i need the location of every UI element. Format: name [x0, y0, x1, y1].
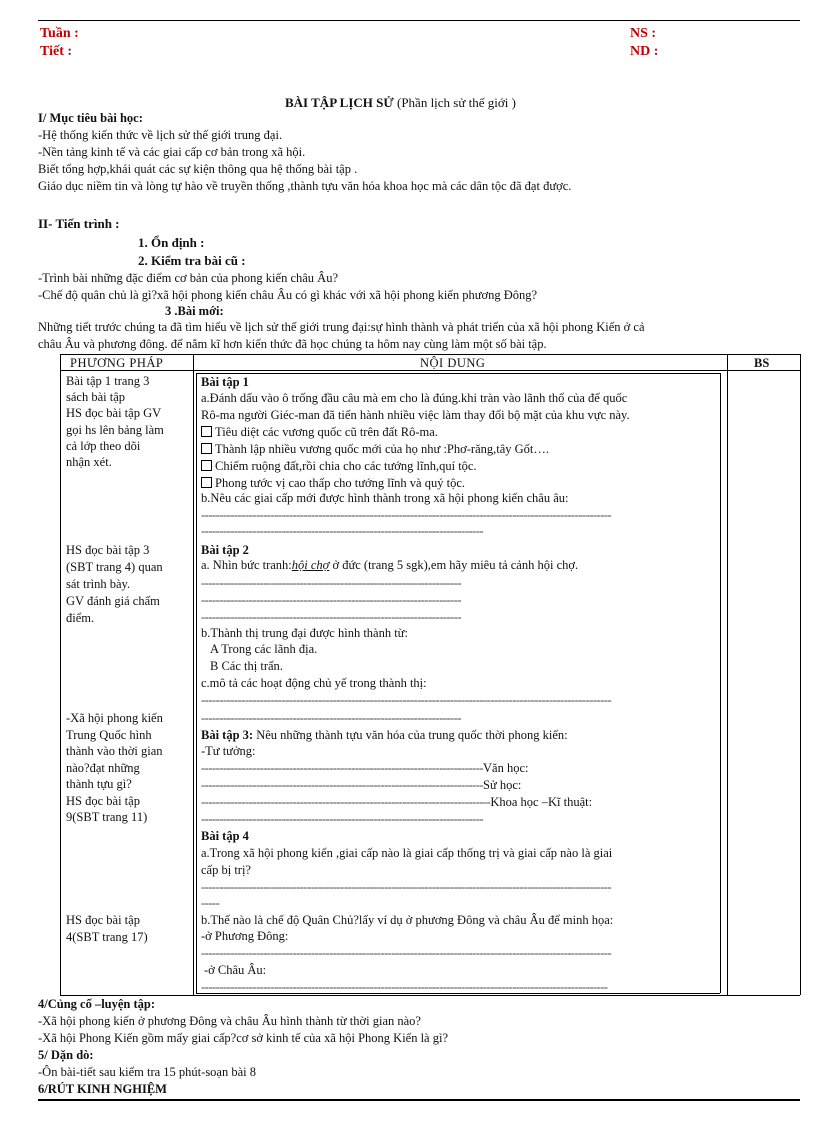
ex1-question-b: b.Nêu các giai cấp mới được hình thành trong xã hội phong kiến châu âu:	[201, 491, 569, 505]
section1-line: -Nền tảng kinh tế và các giai cấp cơ bản trong xã hội.	[38, 145, 306, 159]
table-col-divider	[727, 354, 728, 995]
ex3-tutuong: -Tư tưởng:	[201, 744, 256, 758]
bottom-rule	[38, 1099, 800, 1101]
intro-line-2: châu Âu và phương đông. để nắm kĩ hơn kiến thức đã học chúng ta hôm nay cùng làm một số bài tập.	[38, 337, 547, 351]
answer-line: ----------------------------------------------------------------------------------------------------------------	[201, 880, 612, 894]
section4-heading: 4/Củng cố –luyện tập:	[38, 997, 156, 1011]
answer-line: ----------------------------------------------------------------------------------------------------------------	[201, 946, 612, 960]
header-method: PHƯƠNG PHÁP	[70, 356, 164, 370]
section5-line: -Ôn bài-tiết sau kiểm tra 15 phút-soạn bài 8	[38, 1065, 256, 1079]
ex4-west: -ở Châu Âu:	[204, 963, 267, 977]
answer-line: ---------------------------------------------------------------------------------------------------------------	[201, 980, 608, 994]
method-block: HS đọc bài tập 3 (SBT trang 4) quan sát trình bày. GV đánh giá chấm điểm.	[66, 543, 163, 625]
answer-line: ----------------------------------------------------------------------------------------------------------------	[201, 508, 612, 522]
ex4-question-a-cont: cấp bị trị?	[201, 863, 251, 877]
step3: 3 .Bài mới:	[165, 304, 224, 318]
tuan-label: Tuần :	[40, 26, 79, 41]
ex2-option-a: A Trong các lãnh địa.	[210, 642, 318, 656]
section5-heading: 5/ Dặn dò:	[38, 1048, 94, 1062]
method-block: HS đọc bài tập 4(SBT trang 17)	[66, 913, 148, 944]
ex4-question-a: a.Trong xã hội phong kiến ,giai cấp nào là giai cấp thống trị và giai cấp nào là giai	[201, 846, 613, 860]
ex1-option: Phong tước vị cao thấp cho tướng lĩnh và quý tộc.	[201, 475, 465, 491]
answer-line: -----------------------------------------------------------------------------	[201, 524, 484, 538]
ex2-title: Bài tập 2	[201, 543, 249, 557]
ex4-east: -ở Phương Đông:	[201, 929, 289, 943]
section1-heading: I/ Mục tiêu bài học:	[38, 111, 143, 125]
ex3-vanhoc: -----------------------------------------------------------------------------Văn học:	[201, 761, 529, 775]
answer-line: -----------------------------------------------------------------------	[201, 593, 462, 607]
ex1-option: Thành lập nhiều vương quốc mới của họ như :Phơ-răng,tây Gốt….	[201, 441, 549, 457]
content-inner-right	[720, 373, 721, 993]
section2-heading: II- Tiến trình :	[38, 216, 120, 231]
ex1-question-a-cont: Rô-ma người Giéc-man đã tiến hành nhiều việc làm thay đổi bộ mặt của khu vực này.	[201, 408, 630, 422]
ex1-question-a: a.Đánh dấu vào ô trống đầu câu mà em cho là đúng.khi tràn vào lãnh thổ của đế quốc	[201, 391, 628, 405]
content-inner-top	[196, 373, 720, 374]
method-block: Bài tập 1 trang 3 sách bài tập HS đọc bài tập GV gọi hs lên bảng làm cả lớp theo dõi nhận xét.	[66, 374, 164, 470]
ex3-heading: Bài tập 3: Nêu những thành tựu văn hóa của trung quốc thời phong kiến:	[201, 728, 568, 742]
header-bs: BS	[754, 356, 770, 370]
checkbox-icon[interactable]	[201, 460, 212, 471]
ex3-khoahoc: -------------------------------------------------------------------------------Khoa học –Kĩ thuật:	[201, 795, 593, 809]
ex4-question-b: b.Thế nào là chế độ Quân Chủ?lấy ví dụ ở phương Đông và châu Âu để minh họa:	[201, 913, 614, 927]
method-block: -Xã hội phong kiến Trung Quốc hình thành vào thời gian nào?đạt những thành tựu gì? HS đọc bài tập 9(SBT trang 11)	[66, 711, 163, 824]
section1-line: Biết tổng hợp,khái quát các sự kiện thông qua hệ thống bài tập .	[38, 162, 358, 176]
checkbox-icon[interactable]	[201, 477, 212, 488]
section4-line: -Xã hội Phong Kiến gồm mấy giai cấp?cơ sở kinh tế của xã hội Phong Kiến là gì?	[38, 1031, 449, 1045]
ex2-question-a: a. Nhìn bức tranh:hội chợ ở đức (trang 5 sgk),em hãy miêu tả cảnh hội chợ.	[201, 558, 579, 572]
section1-line: -Hệ thống kiến thức về lịch sử thế giới trung đại.	[38, 128, 283, 142]
answer-line: -----------------------------------------------------------------------	[201, 576, 462, 590]
ex1-option: Tiêu diệt các vương quốc cũ trên đất Rô-ma.	[201, 424, 438, 440]
ex1-title: Bài tập 1	[201, 375, 249, 389]
answer-line: ----------------------------------------------------------------------------------------------------------------	[201, 693, 612, 707]
intro-line-1: Những tiết trước chúng ta đã tìm hiểu về lịch sử thế giới trung đại:sự hình thành và phát triển của xã hội phong Kiến ở cả	[38, 320, 645, 334]
table-bottom-border	[60, 995, 800, 996]
answer-line: -----------------------------------------------------------------------------	[201, 812, 484, 826]
ns-label: NS :	[630, 26, 657, 41]
answer-line-tail: -----	[201, 896, 220, 910]
ex3-suhoc: -----------------------------------------------------------------------------Sử học:	[201, 778, 522, 792]
step2: 2. Kiểm tra bài cũ :	[138, 253, 246, 268]
section4-line: -Xã hội phong kiến ở phương Đông và châu Âu hình thành từ thời gian nào?	[38, 1014, 421, 1028]
review-question-1: -Trình bài những đặc điểm cơ bản của phong kiến châu Âu?	[38, 271, 338, 285]
table-col-divider	[193, 354, 194, 995]
ex2-question-b: b.Thành thị trung đại được hình thành từ:	[201, 626, 408, 640]
top-rule	[38, 20, 800, 21]
step1: 1. Ổn định :	[138, 235, 205, 250]
nd-label: ND :	[630, 44, 659, 59]
section6-heading: 6/RÚT KINH NGHIỆM	[38, 1082, 167, 1096]
ex4-title: Bài tập 4	[201, 829, 249, 843]
answer-line: -----------------------------------------------------------------------	[201, 610, 462, 624]
header-content: NỘI DUNG	[420, 356, 486, 370]
section1-line: Giáo dục niềm tin và lòng tự hào về truyền thống ,thành tựu văn hóa khoa học mà các dân tộc đã đạt được.	[38, 179, 572, 193]
review-question-2: -Chế độ quân chủ là gì?xã hội phong kiến châu Âu có gì khác với xã hội phong kiến phương Đông?	[38, 288, 538, 302]
ex2-question-c: c.mô tả các hoạt động chủ yế trong thành thị:	[201, 676, 427, 690]
table-right-border	[800, 354, 801, 995]
checkbox-icon[interactable]	[201, 443, 212, 454]
title-main: BÀI TẬP LỊCH SỬ	[285, 95, 394, 110]
tiet-label: Tiết :	[40, 44, 73, 59]
ex2-option-b: B Các thị trấn.	[210, 659, 283, 673]
content-inner-left	[196, 373, 197, 993]
table-left-border	[60, 354, 61, 995]
answer-line: -----------------------------------------------------------------------	[201, 711, 462, 725]
title-sub: (Phần lịch sử thế giới )	[393, 95, 516, 110]
page-title	[285, 95, 516, 111]
ex1-option: Chiếm ruộng đất,rồi chia cho các tướng lĩnh,quí tộc.	[201, 458, 477, 474]
checkbox-icon[interactable]	[201, 426, 212, 437]
